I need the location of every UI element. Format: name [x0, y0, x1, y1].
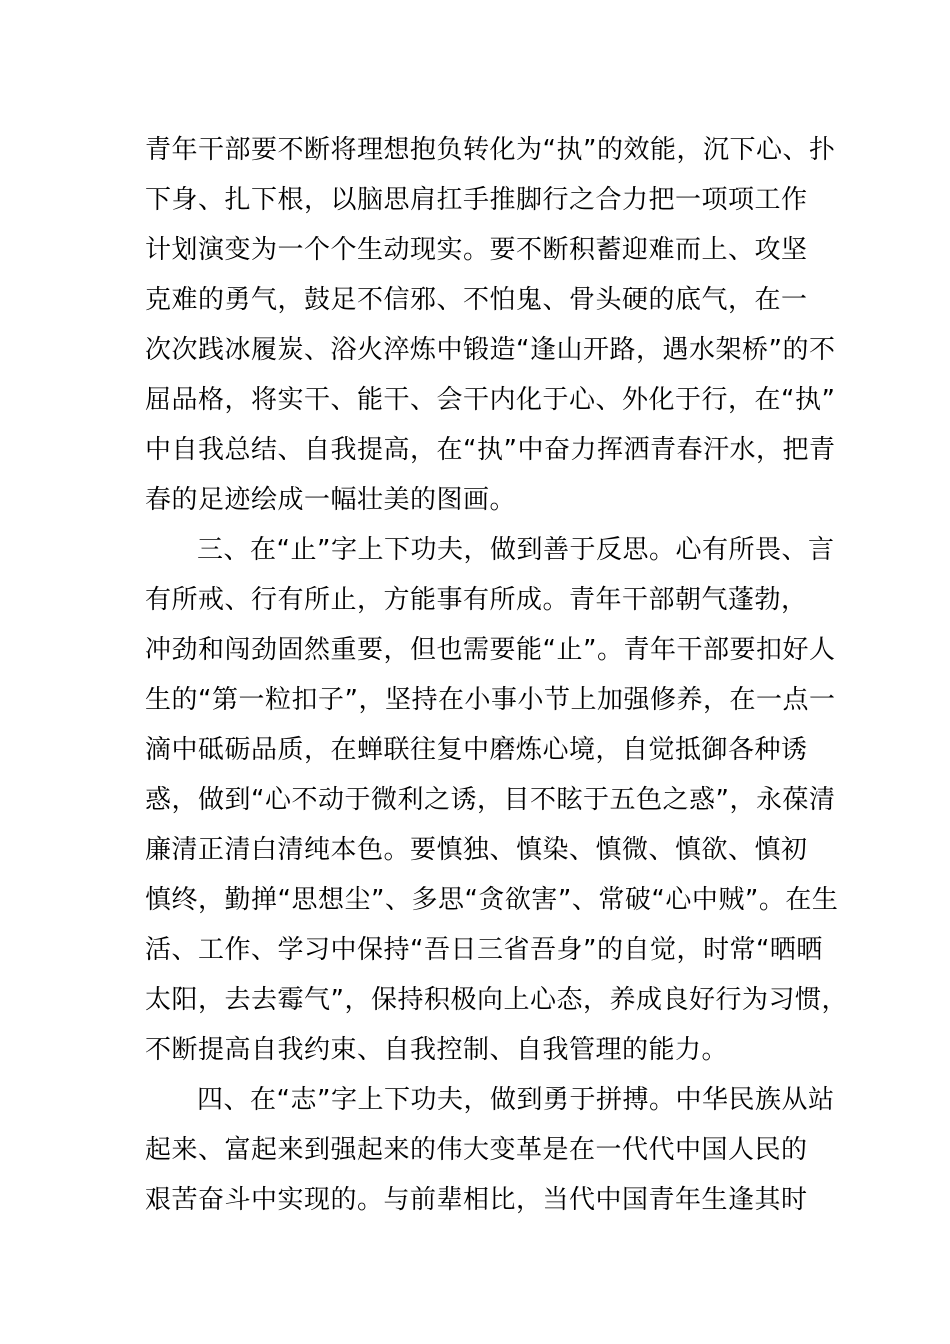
- text-line: 慎终，勤掸“思想尘”、多思“贪欲害”、常破“心中贼”。在生: [145, 885, 839, 915]
- text-line: 生的“第一粒扣子”，坚持在小事小节上加强修养，在一点一: [145, 685, 836, 715]
- section-heading-line: 三、在“止”字上下功夫，做到善于反思。心有所畏、言: [197, 535, 835, 565]
- text-line: 惑，做到“心不动于微利之诱，目不眩于五色之惑”，永葆清: [145, 785, 836, 815]
- text-line: 有所戒、行有所止，方能事有所成。青年干部朝气蓬勃，: [145, 585, 808, 615]
- text-line: 次次践冰履炭、浴火淬炼中锻造“逢山开路，遇水架桥”的不: [145, 335, 836, 365]
- text-line: 中自我总结、自我提高，在“执”中奋力挥洒青春汗水，把青: [145, 435, 836, 465]
- text-line: 下身、扎下根，以脑思肩扛手推脚行之合力把一项项工作: [145, 185, 808, 215]
- text-line: 青年干部要不断将理想抱负转化为“执”的效能，沉下心、扑: [145, 135, 836, 165]
- text-line: 冲劲和闯劲固然重要，但也需要能“止”。青年干部要扣好人: [145, 635, 836, 665]
- body-text: [145, 125, 848, 1225]
- text-line: 廉清正清白清纯本色。要慎独、慎染、慎微、慎欲、慎初: [145, 835, 808, 865]
- text-line: 艰苦奋斗中实现的。与前辈相比，当代中国青年生逢其时: [145, 1185, 808, 1215]
- text-line: 起来、富起来到强起来的伟大变革是在一代代中国人民的: [145, 1135, 808, 1165]
- text-line: 克难的勇气，鼓足不信邪、不怕鬼、骨头硬的底气，在一: [145, 285, 808, 315]
- text-line: 太阳，去去霉气”，保持积极向上心态，养成良好行为习惯，: [145, 985, 848, 1015]
- text-line: 滴中砥砺品质，在蝉联往复中磨炼心境，自觉抵御各种诱: [145, 735, 808, 765]
- text-line: 活、工作、学习中保持“吾日三省吾身”的自觉，时常“晒晒: [145, 935, 823, 965]
- text-line: 不断提高自我约束、自我控制、自我管理的能力。: [145, 1035, 729, 1065]
- text-line: 屈品格，将实干、能干、会干内化于心、外化于行，在“执”: [145, 385, 836, 415]
- section-heading-line: 四、在“志”字上下功夫，做到勇于拼搏。中华民族从站: [197, 1085, 835, 1115]
- text-line: 春的足迹绘成一幅壮美的图画。: [145, 485, 517, 515]
- text-line: 计划演变为一个个生动现实。要不断积蓄迎难而上、攻坚: [145, 235, 808, 265]
